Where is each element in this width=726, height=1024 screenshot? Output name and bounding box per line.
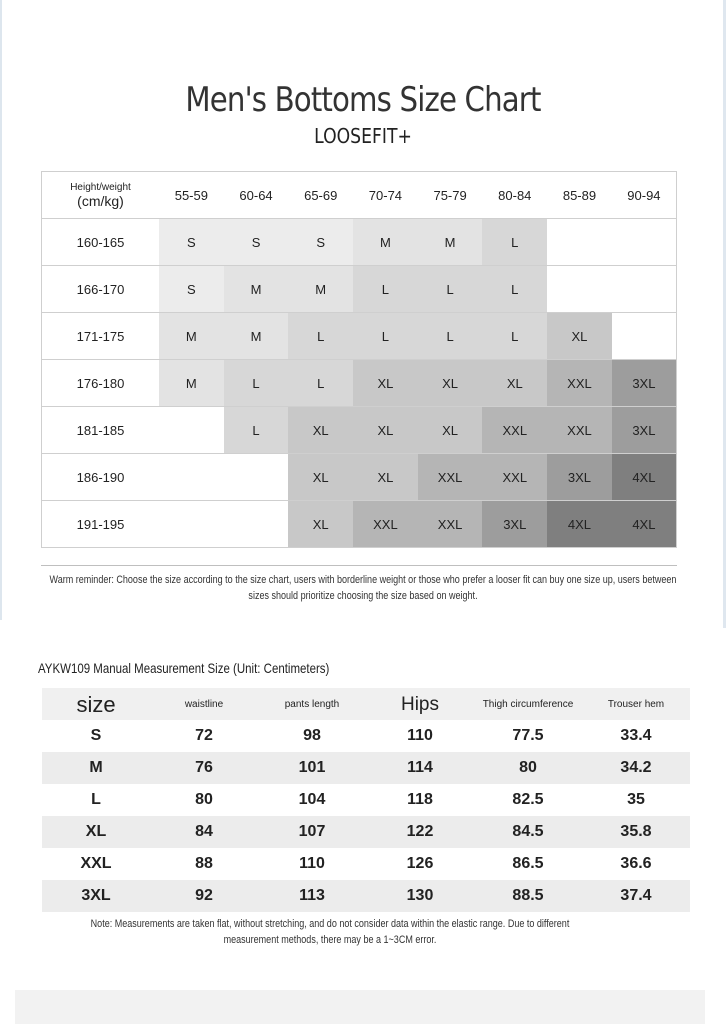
measurement-cell-trouser-hem: 36.6 xyxy=(620,855,652,872)
size-cell: XXL xyxy=(353,501,418,548)
size-cell: XXL xyxy=(482,407,547,454)
header-pants-length: pants length xyxy=(258,688,366,720)
size-cell: S xyxy=(159,266,224,313)
size-cell: XL xyxy=(288,501,353,548)
height-label: 166-170 xyxy=(42,266,160,313)
size-cell: 4XL xyxy=(612,501,677,548)
weight-header: 85-89 xyxy=(547,172,612,219)
measurement-cell-size: L xyxy=(91,791,101,808)
weight-header: 55-59 xyxy=(159,172,224,219)
left-edge-decoration xyxy=(0,0,2,620)
measurement-cell-trouser-hem: 34.2 xyxy=(582,752,690,784)
size-cell: XL xyxy=(288,407,353,454)
header-trouser-hem: Trouser hem xyxy=(582,688,690,720)
size-chart-corner xyxy=(42,172,160,219)
header-thigh: Thigh circumference xyxy=(474,688,582,720)
measurement-cell-hips: 130 xyxy=(366,880,474,912)
measurement-row xyxy=(42,784,690,816)
size-cell: XL xyxy=(288,454,353,501)
measurement-row xyxy=(42,816,690,848)
size-cell: XL xyxy=(482,360,547,407)
size-cell xyxy=(224,501,289,548)
measurement-cell-thigh: 80 xyxy=(474,752,582,784)
measurement-cell-hips: 118 xyxy=(407,791,433,808)
measurement-header-row xyxy=(42,688,690,720)
size-chart-header-row xyxy=(42,172,677,219)
size-cell: XXL xyxy=(547,360,612,407)
height-label: 191-195 xyxy=(42,501,160,548)
size-chart-row xyxy=(42,219,677,266)
measurement-cell-size: M xyxy=(42,752,150,784)
size-cell: 3XL xyxy=(612,407,677,454)
size-cell: L xyxy=(418,266,483,313)
size-chart-table xyxy=(41,171,677,548)
measurement-cell-pants-length: 113 xyxy=(258,880,366,912)
size-cell xyxy=(159,407,224,454)
measurement-cell-thigh: 88.5 xyxy=(474,880,582,912)
corner-label-top: Height/weight xyxy=(70,181,131,193)
measurement-cell-waistline: 92 xyxy=(150,880,258,912)
size-cell: XXL xyxy=(482,454,547,501)
measurement-cell-trouser-hem: 35.8 xyxy=(582,816,690,848)
measurement-cell-thigh: 77.5 xyxy=(512,727,544,744)
measurement-cell-trouser-hem: 35 xyxy=(627,791,645,808)
size-cell xyxy=(159,454,224,501)
weight-header: 65-69 xyxy=(288,172,353,219)
size-cell: XL xyxy=(353,407,418,454)
size-cell: M xyxy=(224,313,289,360)
divider xyxy=(41,565,677,566)
height-label: 181-185 xyxy=(42,407,160,454)
page-title: Men's Bottoms Size Chart xyxy=(185,80,541,120)
size-cell: XXL xyxy=(418,454,483,501)
size-cell: L xyxy=(353,313,418,360)
size-cell: XL xyxy=(547,313,612,360)
measurement-cell-pants-length: 98 xyxy=(303,727,321,744)
size-cell: M xyxy=(159,313,224,360)
size-cell xyxy=(612,266,677,313)
measurement-cell-waistline: 88 xyxy=(195,855,213,872)
size-cell: M xyxy=(418,219,483,266)
size-cell: L xyxy=(482,219,547,266)
size-cell: L xyxy=(482,266,547,313)
size-cell: XXL xyxy=(418,501,483,548)
size-cell: XL xyxy=(353,360,418,407)
size-cell xyxy=(612,313,677,360)
measurement-cell-size: S xyxy=(90,727,102,744)
header-size: size xyxy=(42,688,150,720)
measurement-cell-waistline: 76 xyxy=(150,752,258,784)
weight-header: 90-94 xyxy=(612,172,677,219)
measurement-cell-thigh: 86.5 xyxy=(512,855,544,872)
size-cell xyxy=(159,501,224,548)
size-cell: L xyxy=(288,313,353,360)
size-cell: M xyxy=(224,266,289,313)
size-cell: L xyxy=(418,313,483,360)
weight-header: 75-79 xyxy=(418,172,483,219)
measurement-cell-thigh: 84.5 xyxy=(474,816,582,848)
size-cell: XXL xyxy=(547,407,612,454)
size-cell: 4XL xyxy=(612,454,677,501)
size-cell xyxy=(612,219,677,266)
size-cell: 3XL xyxy=(482,501,547,548)
measurement-table xyxy=(42,688,690,912)
measurement-row xyxy=(42,880,690,912)
measurement-cell-pants-length: 101 xyxy=(258,752,366,784)
measurement-cell-size: XXL xyxy=(80,855,112,872)
size-cell: 3XL xyxy=(612,360,677,407)
measurement-cell-thigh: 82.5 xyxy=(512,791,544,808)
size-cell: S xyxy=(159,219,224,266)
height-label: 176-180 xyxy=(42,360,160,407)
measurement-cell-waistline: 84 xyxy=(150,816,258,848)
size-cell: 4XL xyxy=(547,501,612,548)
height-label: 186-190 xyxy=(42,454,160,501)
weight-header: 80-84 xyxy=(482,172,547,219)
measurement-cell-size: 3XL xyxy=(42,880,150,912)
weight-header: 60-64 xyxy=(224,172,289,219)
size-cell: L xyxy=(224,407,289,454)
measurement-cell-hips: 110 xyxy=(407,727,433,744)
size-cell: XL xyxy=(418,407,483,454)
measurement-cell-hips: 126 xyxy=(406,855,434,872)
size-chart-row xyxy=(42,407,677,454)
header-waistline: waistline xyxy=(150,688,258,720)
size-cell xyxy=(224,454,289,501)
measurement-cell-pants-length: 107 xyxy=(258,816,366,848)
height-label: 160-165 xyxy=(42,219,160,266)
size-cell: M xyxy=(353,219,418,266)
measurement-cell-trouser-hem: 37.4 xyxy=(582,880,690,912)
measurement-note: Note: Measurements are taken flat, without stretching, and do not consider data within the elastic range. Due to different measurement methods, there may be a 1~3CM error. xyxy=(90,918,570,946)
measurement-cell-hips: 114 xyxy=(366,752,474,784)
measurement-cell-size: XL xyxy=(42,816,150,848)
size-cell: M xyxy=(288,266,353,313)
size-cell: S xyxy=(288,219,353,266)
measurement-title: AYKW109 Manual Measurement Size (Unit: Centimeters) xyxy=(38,660,330,676)
size-cell: XL xyxy=(353,454,418,501)
size-cell: XL xyxy=(418,360,483,407)
measurement-cell-pants-length: 104 xyxy=(298,791,326,808)
size-chart-row xyxy=(42,313,677,360)
weight-header: 70-74 xyxy=(353,172,418,219)
measurement-cell-waistline: 72 xyxy=(195,727,213,744)
measurement-cell-trouser-hem: 33.4 xyxy=(620,727,652,744)
size-chart-row xyxy=(42,266,677,313)
height-label: 171-175 xyxy=(42,313,160,360)
measurement-cell-waistline: 80 xyxy=(195,791,213,808)
size-cell: L xyxy=(353,266,418,313)
corner-label-bottom: (cm/kg) xyxy=(77,192,124,209)
measurement-row xyxy=(42,752,690,784)
measurement-cell-pants-length: 110 xyxy=(299,855,325,872)
size-cell: L xyxy=(288,360,353,407)
size-chart-row xyxy=(42,454,677,501)
size-cell: 3XL xyxy=(547,454,612,501)
size-cell: L xyxy=(224,360,289,407)
header-hips: Hips xyxy=(366,688,474,720)
bottom-panel xyxy=(15,990,705,1024)
page-subtitle: LOOSEFIT+ xyxy=(314,124,412,148)
measurement-row xyxy=(42,720,690,752)
size-cell: S xyxy=(224,219,289,266)
size-cell: M xyxy=(159,360,224,407)
size-chart-row xyxy=(42,501,677,548)
size-chart-row xyxy=(42,360,677,407)
size-cell xyxy=(547,266,612,313)
warm-reminder: Warm reminder: Choose the size according to the size chart, users with borderline weight or those who prefer a looser fit can buy one size up, users between sizes should prioritize choosing the size based on weight. xyxy=(49,574,677,602)
measurement-cell-hips: 122 xyxy=(366,816,474,848)
measurement-row xyxy=(42,848,690,880)
size-cell: L xyxy=(482,313,547,360)
size-cell xyxy=(547,219,612,266)
